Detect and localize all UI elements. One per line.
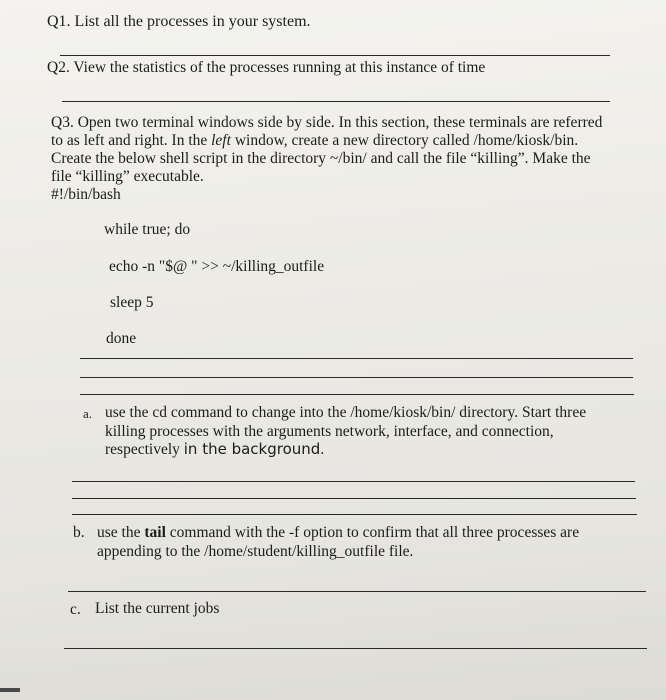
script-done: done bbox=[106, 330, 137, 347]
part-b-line-1: use the tail command with the -f option to confirm that all three processes are bbox=[97, 524, 580, 541]
shebang-line: #!/bin/bash bbox=[51, 186, 121, 203]
part-a-marker: a. bbox=[83, 406, 93, 421]
script-sleep: sleep 5 bbox=[110, 294, 154, 311]
script-echo: echo -n "$@ " >> ~/killing_outfile bbox=[109, 258, 325, 275]
answer-line-q3-1 bbox=[80, 358, 633, 359]
answer-line-q3-2 bbox=[80, 377, 633, 378]
answer-line-a-2 bbox=[72, 498, 636, 499]
part-a-line-2: killing processes with the arguments network, interface, and connection, bbox=[105, 423, 554, 440]
part-b-line-2: appending to the /home/student/killing_outfile file. bbox=[97, 543, 414, 560]
corner-mark bbox=[0, 688, 20, 692]
answer-line-b bbox=[68, 591, 646, 592]
question-3-line-4: file “killing” executable. bbox=[51, 168, 204, 185]
part-c-marker: c. bbox=[70, 601, 81, 618]
answer-line-a-1 bbox=[72, 481, 635, 482]
part-c-text: List the current jobs bbox=[95, 600, 220, 617]
answer-line-q2 bbox=[62, 101, 610, 102]
question-3-line-1: Q3. Open two terminal windows side by side. In this section, these terminals are referred bbox=[51, 114, 603, 131]
answer-line-a-3 bbox=[72, 514, 637, 515]
answer-line-q1 bbox=[60, 55, 610, 56]
part-a-line-1: use the cd command to change into the /home/kiosk/bin/ directory. Start three bbox=[105, 404, 587, 421]
part-b-marker: b. bbox=[73, 524, 85, 541]
answer-line-q3-3 bbox=[80, 394, 634, 395]
question-3-line-2: to as left and right. In the left window, create a new directory called /home/kiosk/bin. bbox=[51, 132, 579, 149]
question-1: Q1. List all the processes in your system. bbox=[47, 13, 311, 30]
question-2: Q2. View the statistics of the processes running at this instance of time bbox=[47, 59, 486, 76]
part-a-line-3: respectively in the background. bbox=[105, 440, 325, 458]
script-while: while true; do bbox=[104, 221, 191, 238]
question-3-line-3: Create the below shell script in the directory ~/bin/ and call the file “killing”. Make the bbox=[51, 150, 591, 167]
answer-line-c bbox=[64, 648, 647, 649]
